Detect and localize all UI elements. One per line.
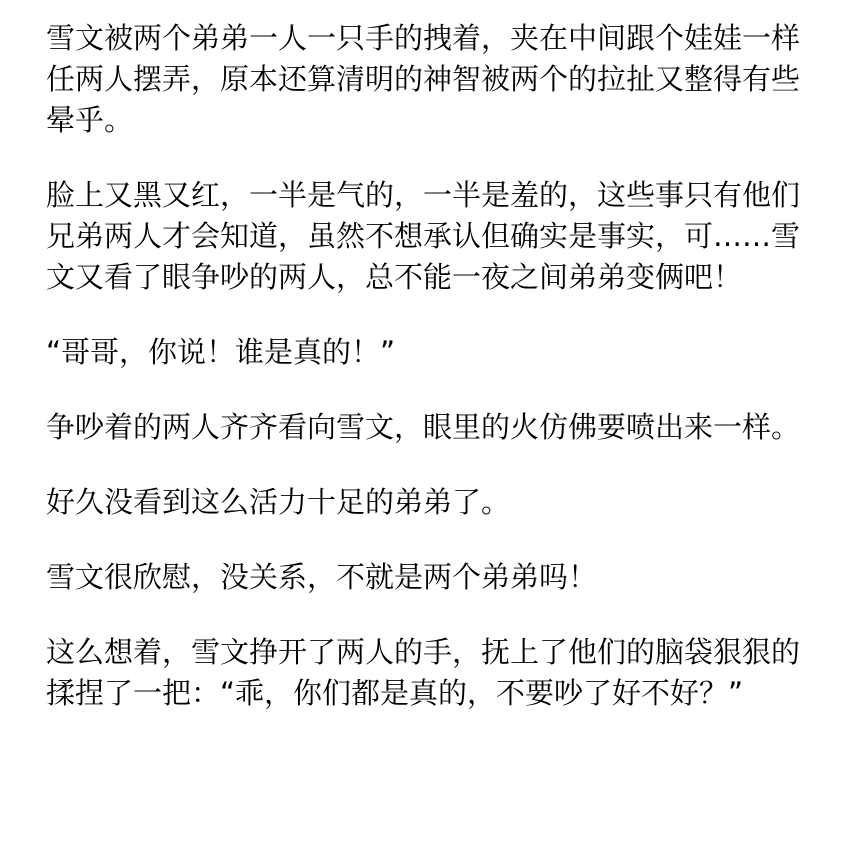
paragraph: 这么想着，雪文挣开了两人的手，抚上了他们的脑袋狠狠的揉捏了一把：“乖，你们都是真的，不要吵了好不好？” [46,635,801,710]
paragraph: 好久没看到这么活力十足的弟弟了。 [46,485,511,519]
paragraph: 争吵着的两人齐齐看向雪文，眼里的火仿佛要喷出来一样。 [46,410,801,444]
paragraph: 脸上又黑又红，一半是气的，一半是羞的，这些事只有他们兄弟两人才会知道，虽然不想承认但确实是事实，可……雪文又看了眼争吵的两人，总不能一夜之间弟弟变俩吧！ [46,178,801,294]
paragraph: 雪文很欣慰，没关系，不就是两个弟弟吗！ [46,560,598,594]
paragraph-spacer [46,373,810,407]
paragraph: 雪文被两个弟弟一人一只手的拽着，夹在中间跟个娃娃一样任两人摆弄，原本还算清明的神智被两个的拉扯又整得有些晕乎。 [46,21,801,137]
paragraph-spacer [46,448,810,482]
paragraph-spacer [46,523,810,557]
dialogue-paragraph: “哥哥，你说！谁是真的！” [46,335,396,369]
paragraph-spacer [46,298,810,332]
paragraph-spacer [46,141,810,175]
paragraph-spacer [46,598,810,632]
